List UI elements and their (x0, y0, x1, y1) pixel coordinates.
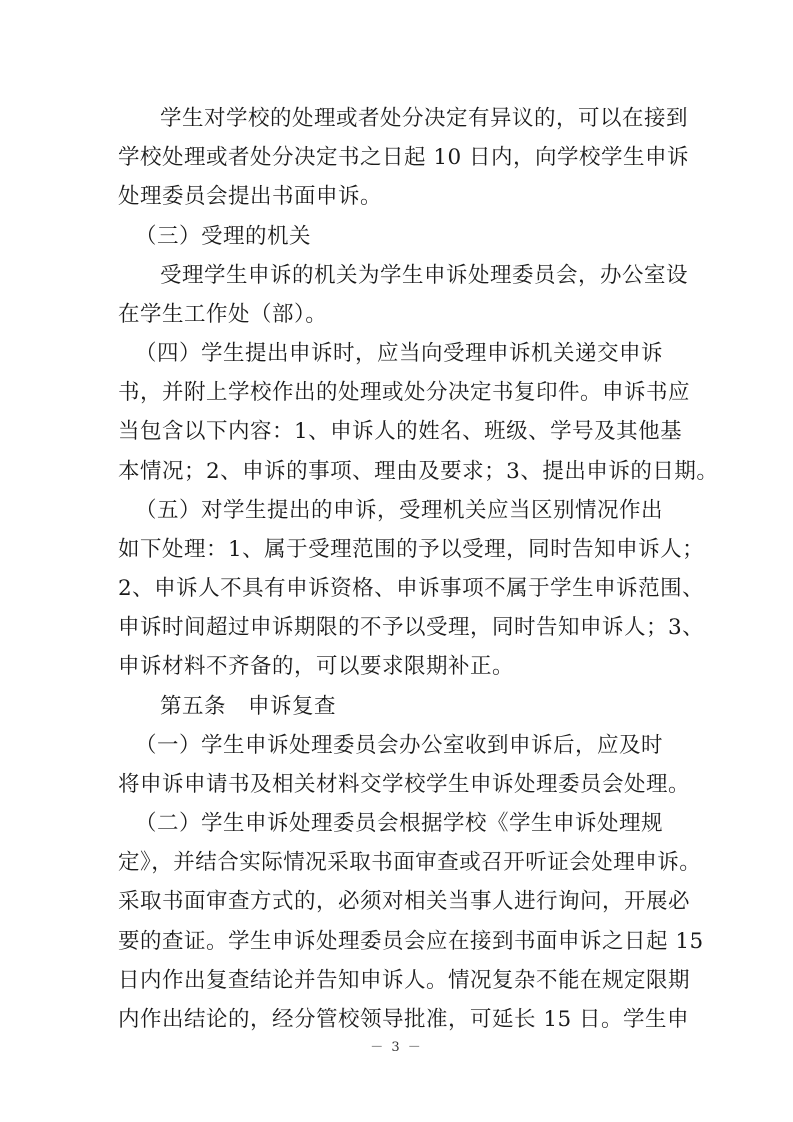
text-line-3: 处理委员会提出书面申诉。 (118, 184, 383, 209)
section-heading-3: （三）受理的机关 (135, 224, 312, 249)
text-line-6: 在学生工作处（部）。 (118, 302, 328, 327)
text-line-21: 采取书面审查方式的，必须对相关当事人进行询问，开展必 (118, 889, 691, 914)
text-line-11: （五）对学生提出的申诉，受理机关应当区别情况作出 (135, 498, 664, 523)
text-line-23: 日内作出复查结论并告知申诉人。情况复杂不能在规定限期 (118, 968, 691, 993)
text-line-8: 书，并附上学校作出的处理或处分决定书复印件。申诉书应 (118, 380, 691, 405)
text-line-1: 学生对学校的处理或者处分决定有异议的，可以在接到 (160, 106, 689, 131)
text-line-10: 本情况；2、申诉的事项、理由及要求；3、提出申诉的日期。 (118, 459, 719, 484)
text-line-18: 将申诉申请书及相关材料交学校学生申诉处理委员会处理。 (118, 772, 691, 797)
text-line-24: 内作出结论的，经分管校领导批准，可延长 15 日。学生申 (118, 1007, 690, 1032)
text-line-22: 要的查证。学生申诉处理委员会应在接到书面申诉之日起 15 (118, 929, 704, 954)
text-line-2: 学校处理或者处分决定书之日起 10 日内，向学校学生申诉 (118, 145, 690, 170)
text-line-14: 申诉时间超过申诉期限的不予以受理，同时告知申诉人；3、 (118, 615, 705, 640)
text-line-17: （一）学生申诉处理委员会办公室收到申诉后，应及时 (135, 733, 664, 758)
text-line-13: 2、申诉人不具有申诉资格、申诉事项不属于学生申诉范围、 (118, 576, 705, 601)
text-line-15: 申诉材料不齐备的，可以要求限期补正。 (118, 654, 515, 679)
text-line-9: 当包含以下内容：1、申诉人的姓名、班级、学号及其他基 (118, 419, 683, 444)
text-line-12: 如下处理：1、属于受理范围的予以受理，同时告知申诉人； (118, 537, 705, 562)
text-line-19: （二）学生申诉处理委员会根据学校《学生申诉处理规 (135, 811, 664, 836)
text-line-20: 定》，并结合实际情况采取书面审查或召开听证会处理申诉。 (118, 850, 702, 875)
text-line-5: 受理学生申诉的机关为学生申诉处理委员会，办公室设 (160, 263, 689, 288)
text-line-7: （四）学生提出申诉时，应当向受理申诉机关递交申诉 (135, 341, 664, 366)
article-heading-5: 第五条 申诉复查 (160, 694, 337, 719)
page-number: － 3 － (370, 1040, 423, 1055)
